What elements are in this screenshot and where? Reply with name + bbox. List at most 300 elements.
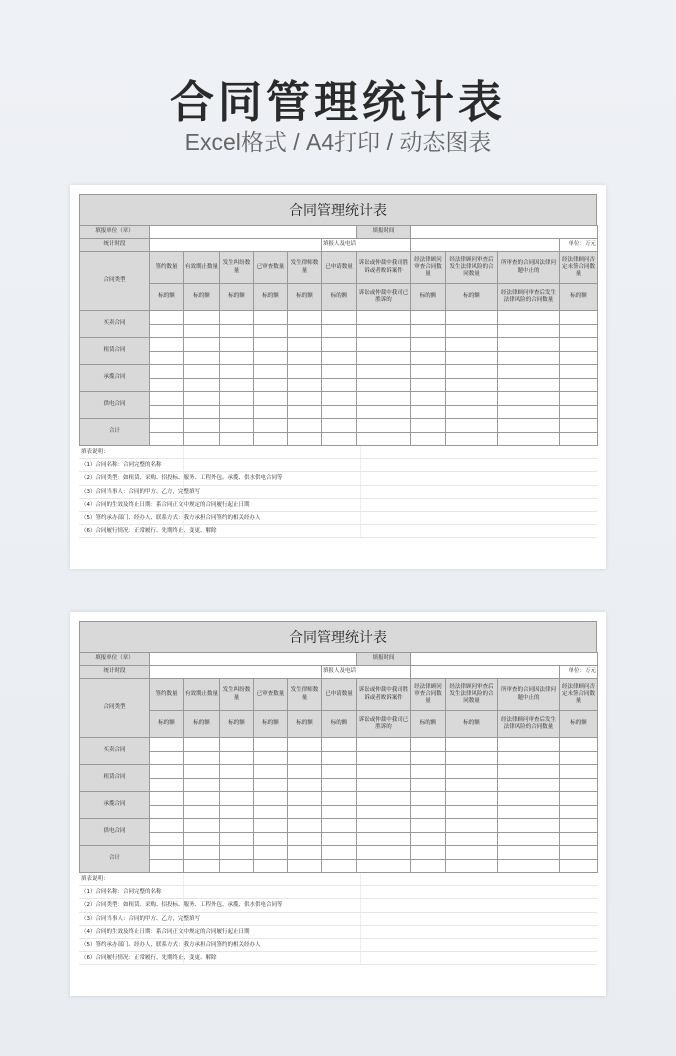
- data-cell[interactable]: [498, 419, 560, 433]
- sub-header: 标的额: [184, 711, 220, 738]
- data-cell[interactable]: [446, 751, 498, 765]
- data-cell[interactable]: [220, 338, 254, 352]
- data-cell[interactable]: [322, 365, 357, 379]
- data-cell[interactable]: [560, 738, 598, 752]
- data-cell[interactable]: [322, 324, 357, 338]
- time-label: 填报时间: [357, 653, 411, 666]
- col-header: 已申请数量: [322, 252, 357, 284]
- data-cell[interactable]: [357, 832, 411, 846]
- data-cell[interactable]: [446, 859, 498, 873]
- data-cell[interactable]: [254, 792, 288, 806]
- table-row: [80, 805, 598, 819]
- row-label: 承揽合同: [80, 792, 150, 819]
- sub-header: 标的额: [150, 711, 184, 738]
- row-label: 供电合同: [80, 392, 150, 419]
- data-cell[interactable]: [322, 738, 357, 752]
- data-cell[interactable]: [446, 792, 498, 806]
- data-cell[interactable]: [184, 351, 220, 365]
- data-cell[interactable]: [288, 338, 322, 352]
- note-item: （4）合同的生效及终止日期：系合同正文中规定的合同履行起止日期: [79, 499, 597, 512]
- data-cell[interactable]: [446, 324, 498, 338]
- data-cell[interactable]: [411, 392, 446, 406]
- data-cell[interactable]: [446, 405, 498, 419]
- note-item: （4）合同的生效及终止日期：系合同正文中规定的合同履行起止日期: [79, 926, 597, 939]
- data-cell[interactable]: [357, 751, 411, 765]
- sub-header: 标的额: [220, 284, 254, 311]
- data-cell[interactable]: [560, 378, 598, 392]
- data-cell[interactable]: [411, 792, 446, 806]
- data-cell[interactable]: [184, 365, 220, 379]
- data-cell[interactable]: [498, 859, 560, 873]
- data-cell[interactable]: [498, 432, 560, 446]
- data-cell[interactable]: [498, 378, 560, 392]
- data-cell[interactable]: [254, 859, 288, 873]
- data-cell[interactable]: [254, 405, 288, 419]
- table-row: [80, 751, 598, 765]
- data-cell[interactable]: [150, 819, 184, 833]
- data-cell[interactable]: [446, 378, 498, 392]
- data-cell[interactable]: [498, 738, 560, 752]
- data-cell[interactable]: [184, 765, 220, 779]
- data-cell[interactable]: [220, 378, 254, 392]
- data-cell[interactable]: [322, 765, 357, 779]
- data-cell[interactable]: [446, 432, 498, 446]
- data-cell[interactable]: [288, 846, 322, 860]
- data-cell[interactable]: [322, 792, 357, 806]
- data-cell[interactable]: [357, 392, 411, 406]
- data-cell[interactable]: [184, 859, 220, 873]
- contact-label: 填报人及电话: [322, 239, 411, 252]
- sub-header: 标的额: [254, 711, 288, 738]
- data-cell[interactable]: [184, 419, 220, 433]
- data-cell[interactable]: [322, 751, 357, 765]
- row-label: 买卖合同: [80, 738, 150, 765]
- data-cell[interactable]: [411, 324, 446, 338]
- notes-title: 填表说明：: [79, 873, 597, 886]
- data-cell[interactable]: [150, 765, 184, 779]
- data-cell[interactable]: [288, 738, 322, 752]
- data-cell[interactable]: [220, 419, 254, 433]
- col-header: 经法律顾问审查合同数量: [411, 679, 446, 711]
- data-cell[interactable]: [498, 846, 560, 860]
- data-cell[interactable]: [560, 778, 598, 792]
- data-cell[interactable]: [498, 765, 560, 779]
- sub-header: 标的额: [254, 284, 288, 311]
- data-cell[interactable]: [411, 765, 446, 779]
- data-cell[interactable]: [498, 792, 560, 806]
- row-label: 租赁合同: [80, 765, 150, 792]
- row-label: 合计: [80, 846, 150, 873]
- note-item: （3）合同当事人：合同的甲方、乙方，完整填写: [79, 486, 597, 499]
- data-cell[interactable]: [220, 365, 254, 379]
- data-cell[interactable]: [411, 405, 446, 419]
- data-cell[interactable]: [254, 738, 288, 752]
- row-label: 供电合同: [80, 819, 150, 846]
- data-cell[interactable]: [150, 805, 184, 819]
- data-cell[interactable]: [357, 419, 411, 433]
- type-header: 合同类型: [80, 252, 150, 311]
- data-cell[interactable]: [357, 351, 411, 365]
- data-cell[interactable]: [288, 365, 322, 379]
- sheet-preview-1: [70, 185, 606, 569]
- col-header: 经法律顾问审查后发生法律风险的合同数量: [446, 679, 498, 711]
- data-cell[interactable]: [184, 338, 220, 352]
- data-cell[interactable]: [288, 819, 322, 833]
- data-cell[interactable]: [254, 338, 288, 352]
- data-cell[interactable]: [560, 324, 598, 338]
- data-cell[interactable]: [254, 765, 288, 779]
- data-cell[interactable]: [254, 832, 288, 846]
- data-cell[interactable]: [498, 405, 560, 419]
- data-cell[interactable]: [150, 738, 184, 752]
- data-cell[interactable]: [411, 819, 446, 833]
- data-cell[interactable]: [322, 805, 357, 819]
- data-cell[interactable]: [322, 778, 357, 792]
- data-cell[interactable]: [560, 338, 598, 352]
- data-cell[interactable]: [184, 832, 220, 846]
- data-cell[interactable]: [357, 846, 411, 860]
- data-cell[interactable]: [254, 378, 288, 392]
- data-cell[interactable]: [411, 751, 446, 765]
- data-cell[interactable]: [411, 351, 446, 365]
- data-cell[interactable]: [288, 351, 322, 365]
- data-cell[interactable]: [184, 819, 220, 833]
- sub-header: 标的额: [288, 711, 322, 738]
- data-cell[interactable]: [357, 432, 411, 446]
- data-cell[interactable]: [498, 751, 560, 765]
- data-cell[interactable]: [254, 805, 288, 819]
- data-cell[interactable]: [184, 846, 220, 860]
- data-cell[interactable]: [322, 405, 357, 419]
- data-cell[interactable]: [560, 432, 598, 446]
- sub-header: 诉讼或仲裁中我司已胜诉的: [357, 711, 411, 738]
- sub-header: 标的额: [184, 284, 220, 311]
- data-cell[interactable]: [184, 392, 220, 406]
- data-cell[interactable]: [446, 419, 498, 433]
- stats-table: [79, 225, 598, 446]
- table-row: [80, 432, 598, 446]
- data-cell[interactable]: [288, 792, 322, 806]
- sub-header: 标的额: [322, 711, 357, 738]
- data-cell[interactable]: [498, 819, 560, 833]
- data-cell[interactable]: [220, 846, 254, 860]
- data-cell[interactable]: [220, 792, 254, 806]
- data-cell[interactable]: [322, 378, 357, 392]
- data-cell[interactable]: [288, 805, 322, 819]
- table-row: [80, 351, 598, 365]
- data-cell[interactable]: [322, 819, 357, 833]
- data-cell[interactable]: [411, 738, 446, 752]
- data-cell[interactable]: [184, 751, 220, 765]
- data-cell[interactable]: [150, 859, 184, 873]
- data-cell[interactable]: [357, 338, 411, 352]
- data-cell[interactable]: [220, 311, 254, 325]
- sub-header: 标的额: [446, 284, 498, 311]
- data-cell[interactable]: [254, 365, 288, 379]
- data-cell[interactable]: [411, 311, 446, 325]
- data-cell[interactable]: [498, 778, 560, 792]
- data-cell[interactable]: [498, 311, 560, 325]
- data-cell[interactable]: [560, 805, 598, 819]
- data-cell[interactable]: [322, 338, 357, 352]
- data-cell[interactable]: [184, 738, 220, 752]
- col-header: 有效期止数量: [184, 679, 220, 711]
- data-cell[interactable]: [322, 432, 357, 446]
- unit-label: 填报单位（章）: [80, 653, 150, 666]
- data-cell[interactable]: [184, 432, 220, 446]
- col-header: 发生纠纷数量: [220, 252, 254, 284]
- col-header: 发生律师数量: [288, 679, 322, 711]
- note-item: （2）合同类型：如租赁、采购、招投标、服务、工程外包、承揽、供水供电合同等: [79, 899, 597, 912]
- data-cell[interactable]: [254, 819, 288, 833]
- data-cell[interactable]: [357, 738, 411, 752]
- data-cell[interactable]: [322, 859, 357, 873]
- data-cell[interactable]: [288, 405, 322, 419]
- table-row: [80, 405, 598, 419]
- data-cell[interactable]: [220, 765, 254, 779]
- data-cell[interactable]: [560, 392, 598, 406]
- data-cell[interactable]: [446, 338, 498, 352]
- data-cell[interactable]: [288, 765, 322, 779]
- data-cell[interactable]: [322, 846, 357, 860]
- data-cell[interactable]: [322, 419, 357, 433]
- data-cell[interactable]: [560, 792, 598, 806]
- data-cell[interactable]: [254, 311, 288, 325]
- data-cell[interactable]: [220, 738, 254, 752]
- data-cell[interactable]: [560, 846, 598, 860]
- sub-header: 经法律顾问审查后发生法律风险的合同数量: [498, 284, 560, 311]
- row-label: 承揽合同: [80, 365, 150, 392]
- data-cell[interactable]: [220, 351, 254, 365]
- data-cell[interactable]: [498, 365, 560, 379]
- col-header: 发生律师数量: [288, 252, 322, 284]
- data-cell[interactable]: [288, 419, 322, 433]
- col-header: 经法律顾问否定未签合同数量: [560, 679, 598, 711]
- data-cell[interactable]: [220, 324, 254, 338]
- data-cell[interactable]: [560, 832, 598, 846]
- data-cell[interactable]: [220, 859, 254, 873]
- data-cell[interactable]: [150, 351, 184, 365]
- data-cell[interactable]: [150, 792, 184, 806]
- data-cell[interactable]: [411, 338, 446, 352]
- data-cell[interactable]: [220, 805, 254, 819]
- row-label: 合计: [80, 419, 150, 446]
- table-row: [80, 378, 598, 392]
- col-header: 已申请数量: [322, 679, 357, 711]
- data-cell[interactable]: [446, 805, 498, 819]
- sheet-content: [79, 621, 597, 965]
- data-cell[interactable]: [150, 378, 184, 392]
- data-cell[interactable]: [150, 311, 184, 325]
- data-cell[interactable]: [560, 859, 598, 873]
- data-cell[interactable]: [411, 419, 446, 433]
- data-cell[interactable]: [322, 311, 357, 325]
- data-cell[interactable]: [184, 405, 220, 419]
- data-cell[interactable]: [446, 846, 498, 860]
- data-cell[interactable]: [288, 751, 322, 765]
- data-cell[interactable]: [357, 778, 411, 792]
- data-cell[interactable]: [498, 324, 560, 338]
- col-header: 诉讼或仲裁中我司胜诉或者败诉案件: [357, 252, 411, 284]
- data-cell[interactable]: [254, 778, 288, 792]
- sheet-content: [79, 194, 597, 538]
- data-cell[interactable]: [322, 392, 357, 406]
- sheet-preview-2: [70, 612, 606, 996]
- data-cell[interactable]: [288, 859, 322, 873]
- sub-header: 标的额: [446, 711, 498, 738]
- data-cell[interactable]: [150, 419, 184, 433]
- data-cell[interactable]: [411, 378, 446, 392]
- data-cell[interactable]: [560, 751, 598, 765]
- data-cell[interactable]: [220, 778, 254, 792]
- data-cell[interactable]: [254, 324, 288, 338]
- data-cell[interactable]: [288, 832, 322, 846]
- data-cell[interactable]: [498, 351, 560, 365]
- data-cell[interactable]: [560, 765, 598, 779]
- data-cell[interactable]: [254, 351, 288, 365]
- data-cell[interactable]: [150, 432, 184, 446]
- note-item: （5）签约承办部门、经办人、联系方式：我方承担合同签约的相关经办人: [79, 939, 597, 952]
- notes: [79, 873, 597, 965]
- data-cell[interactable]: [288, 392, 322, 406]
- data-cell[interactable]: [357, 324, 411, 338]
- data-cell[interactable]: [254, 846, 288, 860]
- table-row: [80, 765, 598, 779]
- data-cell[interactable]: [254, 419, 288, 433]
- data-cell[interactable]: [357, 819, 411, 833]
- note-item: （3）合同当事人：合同的甲方、乙方，完整填写: [79, 913, 597, 926]
- data-cell[interactable]: [357, 792, 411, 806]
- data-cell[interactable]: [411, 432, 446, 446]
- data-cell[interactable]: [184, 311, 220, 325]
- data-cell[interactable]: [150, 338, 184, 352]
- sub-header: 经法律顾问审查后发生法律风险的合同数量: [498, 711, 560, 738]
- data-cell[interactable]: [498, 832, 560, 846]
- sub-header: 诉讼或仲裁中我司已胜诉的: [357, 284, 411, 311]
- data-cell[interactable]: [150, 324, 184, 338]
- data-cell[interactable]: [150, 778, 184, 792]
- data-cell[interactable]: [322, 832, 357, 846]
- data-cell[interactable]: [357, 859, 411, 873]
- table-row: [80, 419, 598, 433]
- data-cell[interactable]: [446, 778, 498, 792]
- data-cell[interactable]: [357, 311, 411, 325]
- data-cell[interactable]: [446, 832, 498, 846]
- data-cell[interactable]: [288, 324, 322, 338]
- data-cell[interactable]: [446, 351, 498, 365]
- data-cell[interactable]: [254, 392, 288, 406]
- data-cell[interactable]: [560, 311, 598, 325]
- data-cell[interactable]: [560, 351, 598, 365]
- note-item: （6）合同履行情况：正常履行、先期终止、变更、解除: [79, 952, 597, 965]
- data-cell[interactable]: [357, 765, 411, 779]
- row-label: 租赁合同: [80, 338, 150, 365]
- data-cell[interactable]: [411, 365, 446, 379]
- data-cell[interactable]: [560, 365, 598, 379]
- col-header: 有效期止数量: [184, 252, 220, 284]
- col-header: 经法律顾问审查合同数量: [411, 252, 446, 284]
- data-cell[interactable]: [411, 859, 446, 873]
- data-cell[interactable]: [446, 738, 498, 752]
- notes-title: 填表说明：: [79, 446, 597, 459]
- note-item: （5）签约承办部门、经办人、联系方式：我方承担合同签约的相关经办人: [79, 512, 597, 525]
- data-cell[interactable]: [184, 378, 220, 392]
- data-cell[interactable]: [150, 365, 184, 379]
- data-cell[interactable]: [357, 805, 411, 819]
- col-header: 所审查的合同因法律问题中止的: [498, 679, 560, 711]
- data-cell[interactable]: [150, 846, 184, 860]
- data-cell[interactable]: [184, 805, 220, 819]
- data-cell[interactable]: [220, 819, 254, 833]
- col-header: 签约数量: [150, 679, 184, 711]
- data-cell[interactable]: [560, 405, 598, 419]
- col-header: 发生纠纷数量: [220, 679, 254, 711]
- sub-header: 标的额: [411, 711, 446, 738]
- data-cell[interactable]: [220, 832, 254, 846]
- data-cell[interactable]: [560, 419, 598, 433]
- data-cell[interactable]: [498, 338, 560, 352]
- period-label: 统计时段: [80, 239, 150, 252]
- data-cell[interactable]: [446, 765, 498, 779]
- data-cell[interactable]: [254, 751, 288, 765]
- data-cell[interactable]: [288, 378, 322, 392]
- data-cell[interactable]: [220, 432, 254, 446]
- data-cell[interactable]: [357, 378, 411, 392]
- data-cell[interactable]: [184, 778, 220, 792]
- time-label: 填报时间: [357, 226, 411, 239]
- data-cell[interactable]: [150, 392, 184, 406]
- data-cell[interactable]: [411, 778, 446, 792]
- data-cell[interactable]: [498, 805, 560, 819]
- data-cell[interactable]: [288, 432, 322, 446]
- data-cell[interactable]: [150, 832, 184, 846]
- data-cell[interactable]: [446, 311, 498, 325]
- data-cell[interactable]: [220, 405, 254, 419]
- data-cell[interactable]: [446, 365, 498, 379]
- row-label: 买卖合同: [80, 311, 150, 338]
- table-row: [80, 738, 598, 752]
- data-cell[interactable]: [220, 392, 254, 406]
- data-cell[interactable]: [150, 751, 184, 765]
- data-cell[interactable]: [411, 846, 446, 860]
- sub-header: 标的额: [411, 284, 446, 311]
- data-cell[interactable]: [150, 405, 184, 419]
- table-row: [80, 392, 598, 406]
- data-cell[interactable]: [184, 792, 220, 806]
- table-row: [80, 819, 598, 833]
- data-cell[interactable]: [254, 432, 288, 446]
- sub-header: 标的额: [288, 284, 322, 311]
- data-cell[interactable]: [288, 311, 322, 325]
- data-cell[interactable]: [322, 351, 357, 365]
- sheet-title: 合同管理统计表: [79, 194, 597, 225]
- data-cell[interactable]: [446, 392, 498, 406]
- data-cell[interactable]: [498, 392, 560, 406]
- data-cell[interactable]: [357, 405, 411, 419]
- data-cell[interactable]: [411, 832, 446, 846]
- type-header: 合同类型: [80, 679, 150, 738]
- data-cell[interactable]: [288, 778, 322, 792]
- money-unit: 单位：万元: [560, 666, 598, 679]
- data-cell[interactable]: [220, 751, 254, 765]
- data-cell[interactable]: [411, 805, 446, 819]
- data-cell[interactable]: [184, 324, 220, 338]
- unit-label: 填报单位（章）: [80, 226, 150, 239]
- table-row: [80, 365, 598, 379]
- data-cell[interactable]: [357, 365, 411, 379]
- data-cell[interactable]: [560, 819, 598, 833]
- data-cell[interactable]: [446, 819, 498, 833]
